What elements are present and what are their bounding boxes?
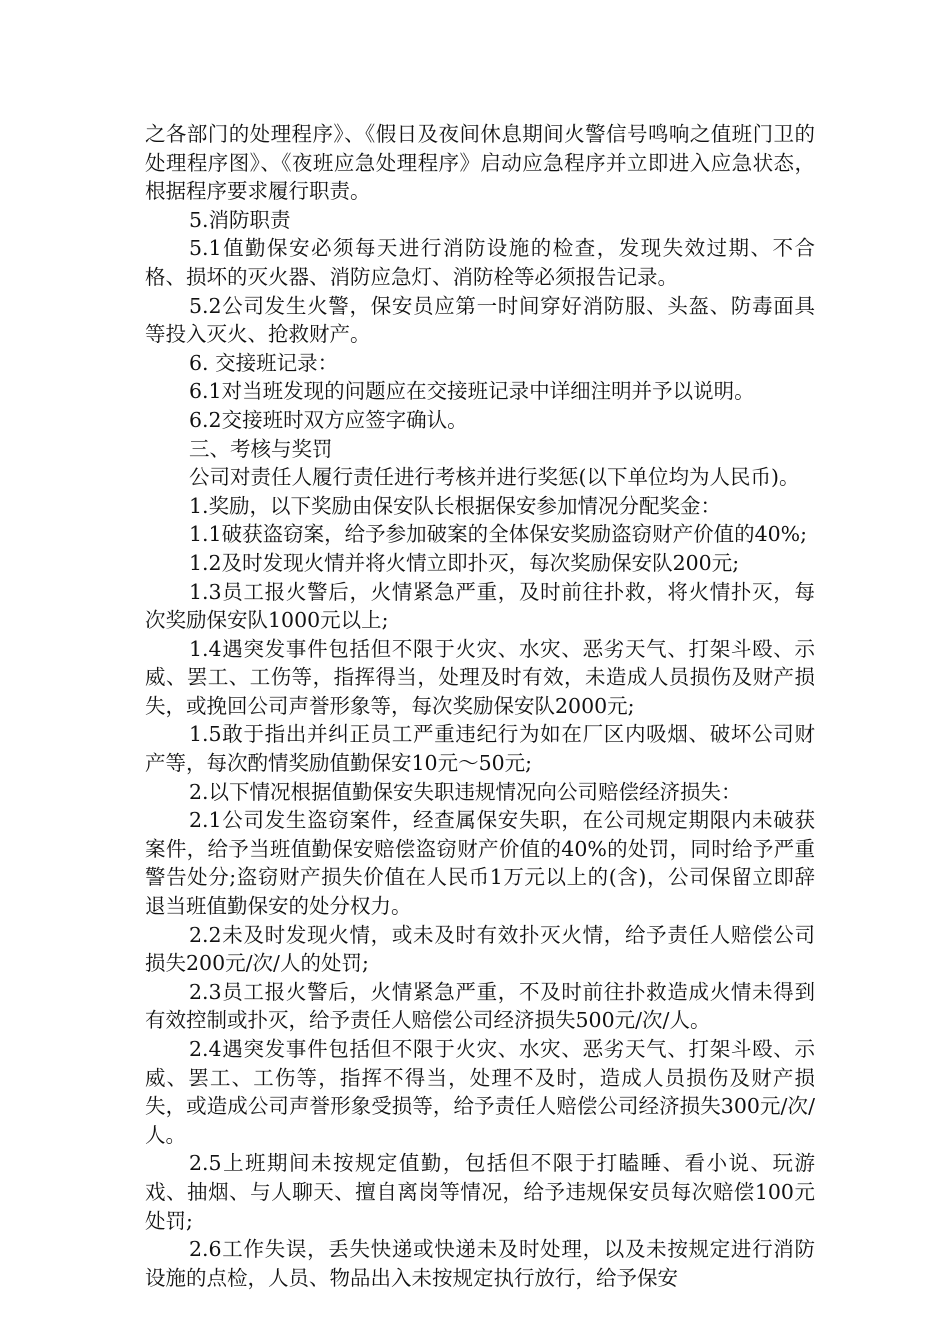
paragraph: 6.2交接班时双方应签字确认。 xyxy=(189,407,468,432)
paragraph: 6.1对当班发现的问题应在交接班记录中详细注明并予以说明。 xyxy=(189,379,755,404)
paragraph: 2.1公司发生盗窃案件，经查属保安失职，在公司规定期限内未破获案件，给予当班值勤保安赔偿盗窃财产价值的40%的处罚，同时给予严重警告处分;盗窃财产损失价值在人民币1万元以上的(含)，公司保留立即辞退当班值勤保安的处分权力。 xyxy=(145,808,815,919)
paragraph: 1.1破获盗窃案，给予参加破案的全体保安奖励盗窃财产价值的40%; xyxy=(189,522,808,547)
paragraph: 之各部门的处理程序》、《假日及夜间休息期间火警信号鸣响之值班门卫的处理程序图》、《夜班应急处理程序》启动应急程序并立即进入应急状态，根据程序要求履行职责。 xyxy=(145,122,815,204)
paragraph: 2.4遇突发事件包括但不限于火灾、水灾、恶劣天气、打架斗殴、示威、罢工、工伤等，指挥不得当，处理不及时，造成人员损伤及财产损失，或造成公司声誉形象受损等，给予责任人赔偿公司经济损失300元/次/人。 xyxy=(145,1037,815,1147)
paragraph: 公司对责任人履行责任进行考核并进行奖惩(以下单位均为人民币)。 xyxy=(189,465,800,490)
paragraph: 1.2及时发现火情并将火情立即扑灭，每次奖励保安队200元; xyxy=(189,550,740,575)
document-body xyxy=(145,120,815,1292)
paragraph: 2.2未及时发现火情，或未及时有效扑灭火情，给予责任人赔偿公司损失200元/次/人的处罚; xyxy=(145,922,815,976)
paragraph: 2.以下情况根据值勤保安失职违规情况向公司赔偿经济损失： xyxy=(189,779,742,804)
paragraph: 5.1值勤保安必须每天进行消防设施的检查，发现失效过期、不合格、损坏的灭火器、消防应急灯、消防栓等必须报告记录。 xyxy=(145,236,815,289)
paragraph: 5.消防职责 xyxy=(189,207,291,232)
paragraph: 6. 交接班记录： xyxy=(189,350,339,375)
paragraph: 5.2公司发生火警，保安员应第一时间穿好消防服、头盔、防毒面具等投入灭火、抢救财产。 xyxy=(145,293,815,347)
paragraph: 2.5上班期间未按规定值勤，包括但不限于打瞌睡、看小说、玩游戏、抽烟、与人聊天、擅自离岗等情况，给予违规保安员每次赔偿100元处罚; xyxy=(145,1151,815,1233)
paragraph: 2.3员工报火警后，火情紧急严重，不及时前往扑救造成火情未得到有效控制或扑灭，给予责任人赔偿公司经济损失500元/次/人。 xyxy=(145,979,815,1033)
paragraph: 1.3员工报火警后，火情紧急严重，及时前往扑救，将火情扑灭，每次奖励保安队1000元以上; xyxy=(145,579,815,633)
paragraph: 1.奖励，以下奖励由保安队长根据保安参加情况分配奖金： xyxy=(189,493,722,518)
section-heading: 三、考核与奖罚 xyxy=(189,436,333,461)
paragraph: 1.5敢于指出并纠正员工严重违纪行为如在厂区内吸烟、破坏公司财产等，每次酌情奖励值勤保安10元～50元; xyxy=(145,722,815,776)
paragraph: 1.4遇突发事件包括但不限于火灾、水灾、恶劣天气、打架斗殴、示威、罢工、工伤等，指挥得当，处理及时有效，未造成人员损伤及财产损失，或挽回公司声誉形象等，每次奖励保安队2000元; xyxy=(145,636,815,718)
paragraph: 2.6工作失误，丢失快递或快递未及时处理，以及未按规定进行消防设施的点检，人员、物品出入未按规定执行放行，给予保安 xyxy=(145,1237,815,1290)
